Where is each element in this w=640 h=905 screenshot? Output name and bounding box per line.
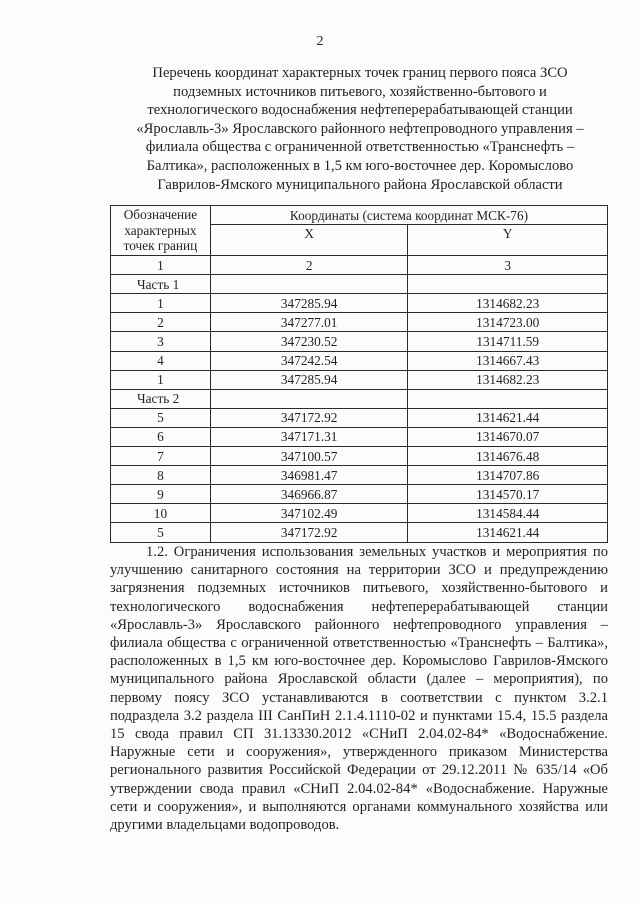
table-cell [210, 275, 408, 294]
table-row [111, 427, 608, 446]
column-number: 3 [408, 256, 608, 275]
title-line: Гаврилов-Ямского муниципального района Ярославской области [157, 176, 563, 193]
y-cell: 1314667.43 [408, 351, 608, 370]
part-label: Часть 1 [111, 275, 211, 294]
header-coordinates: Координаты (система координат МСК-76) [210, 206, 607, 225]
table-row [111, 332, 608, 351]
point-cell: 7 [111, 447, 211, 466]
y-cell: 1314621.44 [408, 408, 608, 427]
coordinates-table [110, 205, 608, 543]
title-line: Балтика», расположенных в 1,5 км юго-восточнее дер. Коромыслово [146, 157, 574, 174]
y-cell: 1314570.17 [408, 485, 608, 504]
header-y: Y [408, 225, 608, 256]
point-cell: 9 [111, 485, 211, 504]
table-part-row [111, 275, 608, 294]
x-cell: 347102.49 [210, 504, 408, 523]
table-row [111, 408, 608, 427]
table-cell [408, 275, 608, 294]
y-cell: 1314682.23 [408, 294, 608, 313]
y-cell: 1314682.23 [408, 370, 608, 389]
table-row [111, 294, 608, 313]
x-cell: 347285.94 [210, 294, 408, 313]
y-cell: 1314670.07 [408, 427, 608, 446]
table-row [111, 523, 608, 542]
point-cell: 5 [111, 523, 211, 542]
document-title [104, 64, 616, 194]
x-cell: 347285.94 [210, 370, 408, 389]
table-row [111, 313, 608, 332]
body-paragraph: 1.2. Ограничения использования земельных участков и мероприятия по улучшению санитарного состояния на территории ЗСО и предупреждению загрязнения подземных источников питьевого, хозяйственно-бытового и технологического водоснабжения нефтеперерабатывающей станции «Ярославль-3» Ярославского районного нефтепроводного управления – филиала общества с ограниченной ответственностью «Транснефть – Балтика», расположенных в 1,5 км юго-восточнее дер. Коромыслово Гаврилов-Ямского муниципального района Ярославской области (далее – мероприятия), по первому поясу ЗСО устанавливаются в соответствии с пунктом 3.2.1 подраздела 3.2 раздела III СанПиН 2.1.4.1110-02 и пунктами 15.4, 15.5 раздела 15 свода правил СП 31.13330.2012 «СНиП 2.04.02-84* «Водоснабжение. Наружные сети и сооружения», утвержденного приказом Министерства регионального развития Российской Федерации от 29.12.2011 № 635/14 «Об утверждении свода правил «СНиП 2.04.02-84* «Водоснабжение. Наружные сети и сооружения», и выполняются органами коммунального хозяйства или другими владельцами водопроводов. [110, 544, 608, 834]
x-cell: 347230.52 [210, 332, 408, 351]
point-cell: 10 [111, 504, 211, 523]
table-row [111, 485, 608, 504]
table-row [111, 370, 608, 389]
x-cell: 347277.01 [210, 313, 408, 332]
part-label: Часть 2 [111, 389, 211, 408]
point-cell: 3 [111, 332, 211, 351]
y-cell: 1314707.86 [408, 466, 608, 485]
point-cell: 1 [111, 370, 211, 389]
title-line: «Ярославль-3» Ярославского районного нефтепроводного управления – [136, 120, 584, 137]
table-row [111, 351, 608, 370]
x-cell: 347171.31 [210, 427, 408, 446]
y-cell: 1314711.59 [408, 332, 608, 351]
point-cell: 2 [111, 313, 211, 332]
point-cell: 4 [111, 351, 211, 370]
x-cell: 347242.54 [210, 351, 408, 370]
table-column-numbers-row [111, 256, 608, 275]
title-line: Перечень координат характерных точек границ первого пояса ЗСО [152, 65, 568, 81]
point-cell: 8 [111, 466, 211, 485]
header-x: X [210, 225, 408, 256]
header-point-designation: Обозначение характерных точек границ [111, 206, 211, 256]
title-line: подземных источников питьевого, хозяйственно-бытового и [173, 83, 547, 100]
column-number: 1 [111, 256, 211, 275]
table-header-row [111, 206, 608, 225]
point-cell: 5 [111, 408, 211, 427]
title-line: филиала общества с ограниченной ответственностью «Транснефть – [145, 139, 575, 156]
table-row [111, 466, 608, 485]
point-cell: 1 [111, 294, 211, 313]
table-row [111, 447, 608, 466]
y-cell: 1314621.44 [408, 523, 608, 542]
y-cell: 1314584.44 [408, 504, 608, 523]
y-cell: 1314676.48 [408, 447, 608, 466]
x-cell: 346981.47 [210, 466, 408, 485]
table-row [111, 504, 608, 523]
point-cell: 6 [111, 427, 211, 446]
table-cell [210, 389, 408, 408]
table-part-row [111, 389, 608, 408]
page-number: 2 [316, 34, 324, 49]
x-cell: 347172.92 [210, 408, 408, 427]
x-cell: 346966.87 [210, 485, 408, 504]
x-cell: 347100.57 [210, 447, 408, 466]
x-cell: 347172.92 [210, 523, 408, 542]
title-line: технологического водоснабжения нефтеперерабатывающей станции [147, 102, 573, 119]
column-number: 2 [210, 256, 408, 275]
table-cell [408, 389, 608, 408]
y-cell: 1314723.00 [408, 313, 608, 332]
